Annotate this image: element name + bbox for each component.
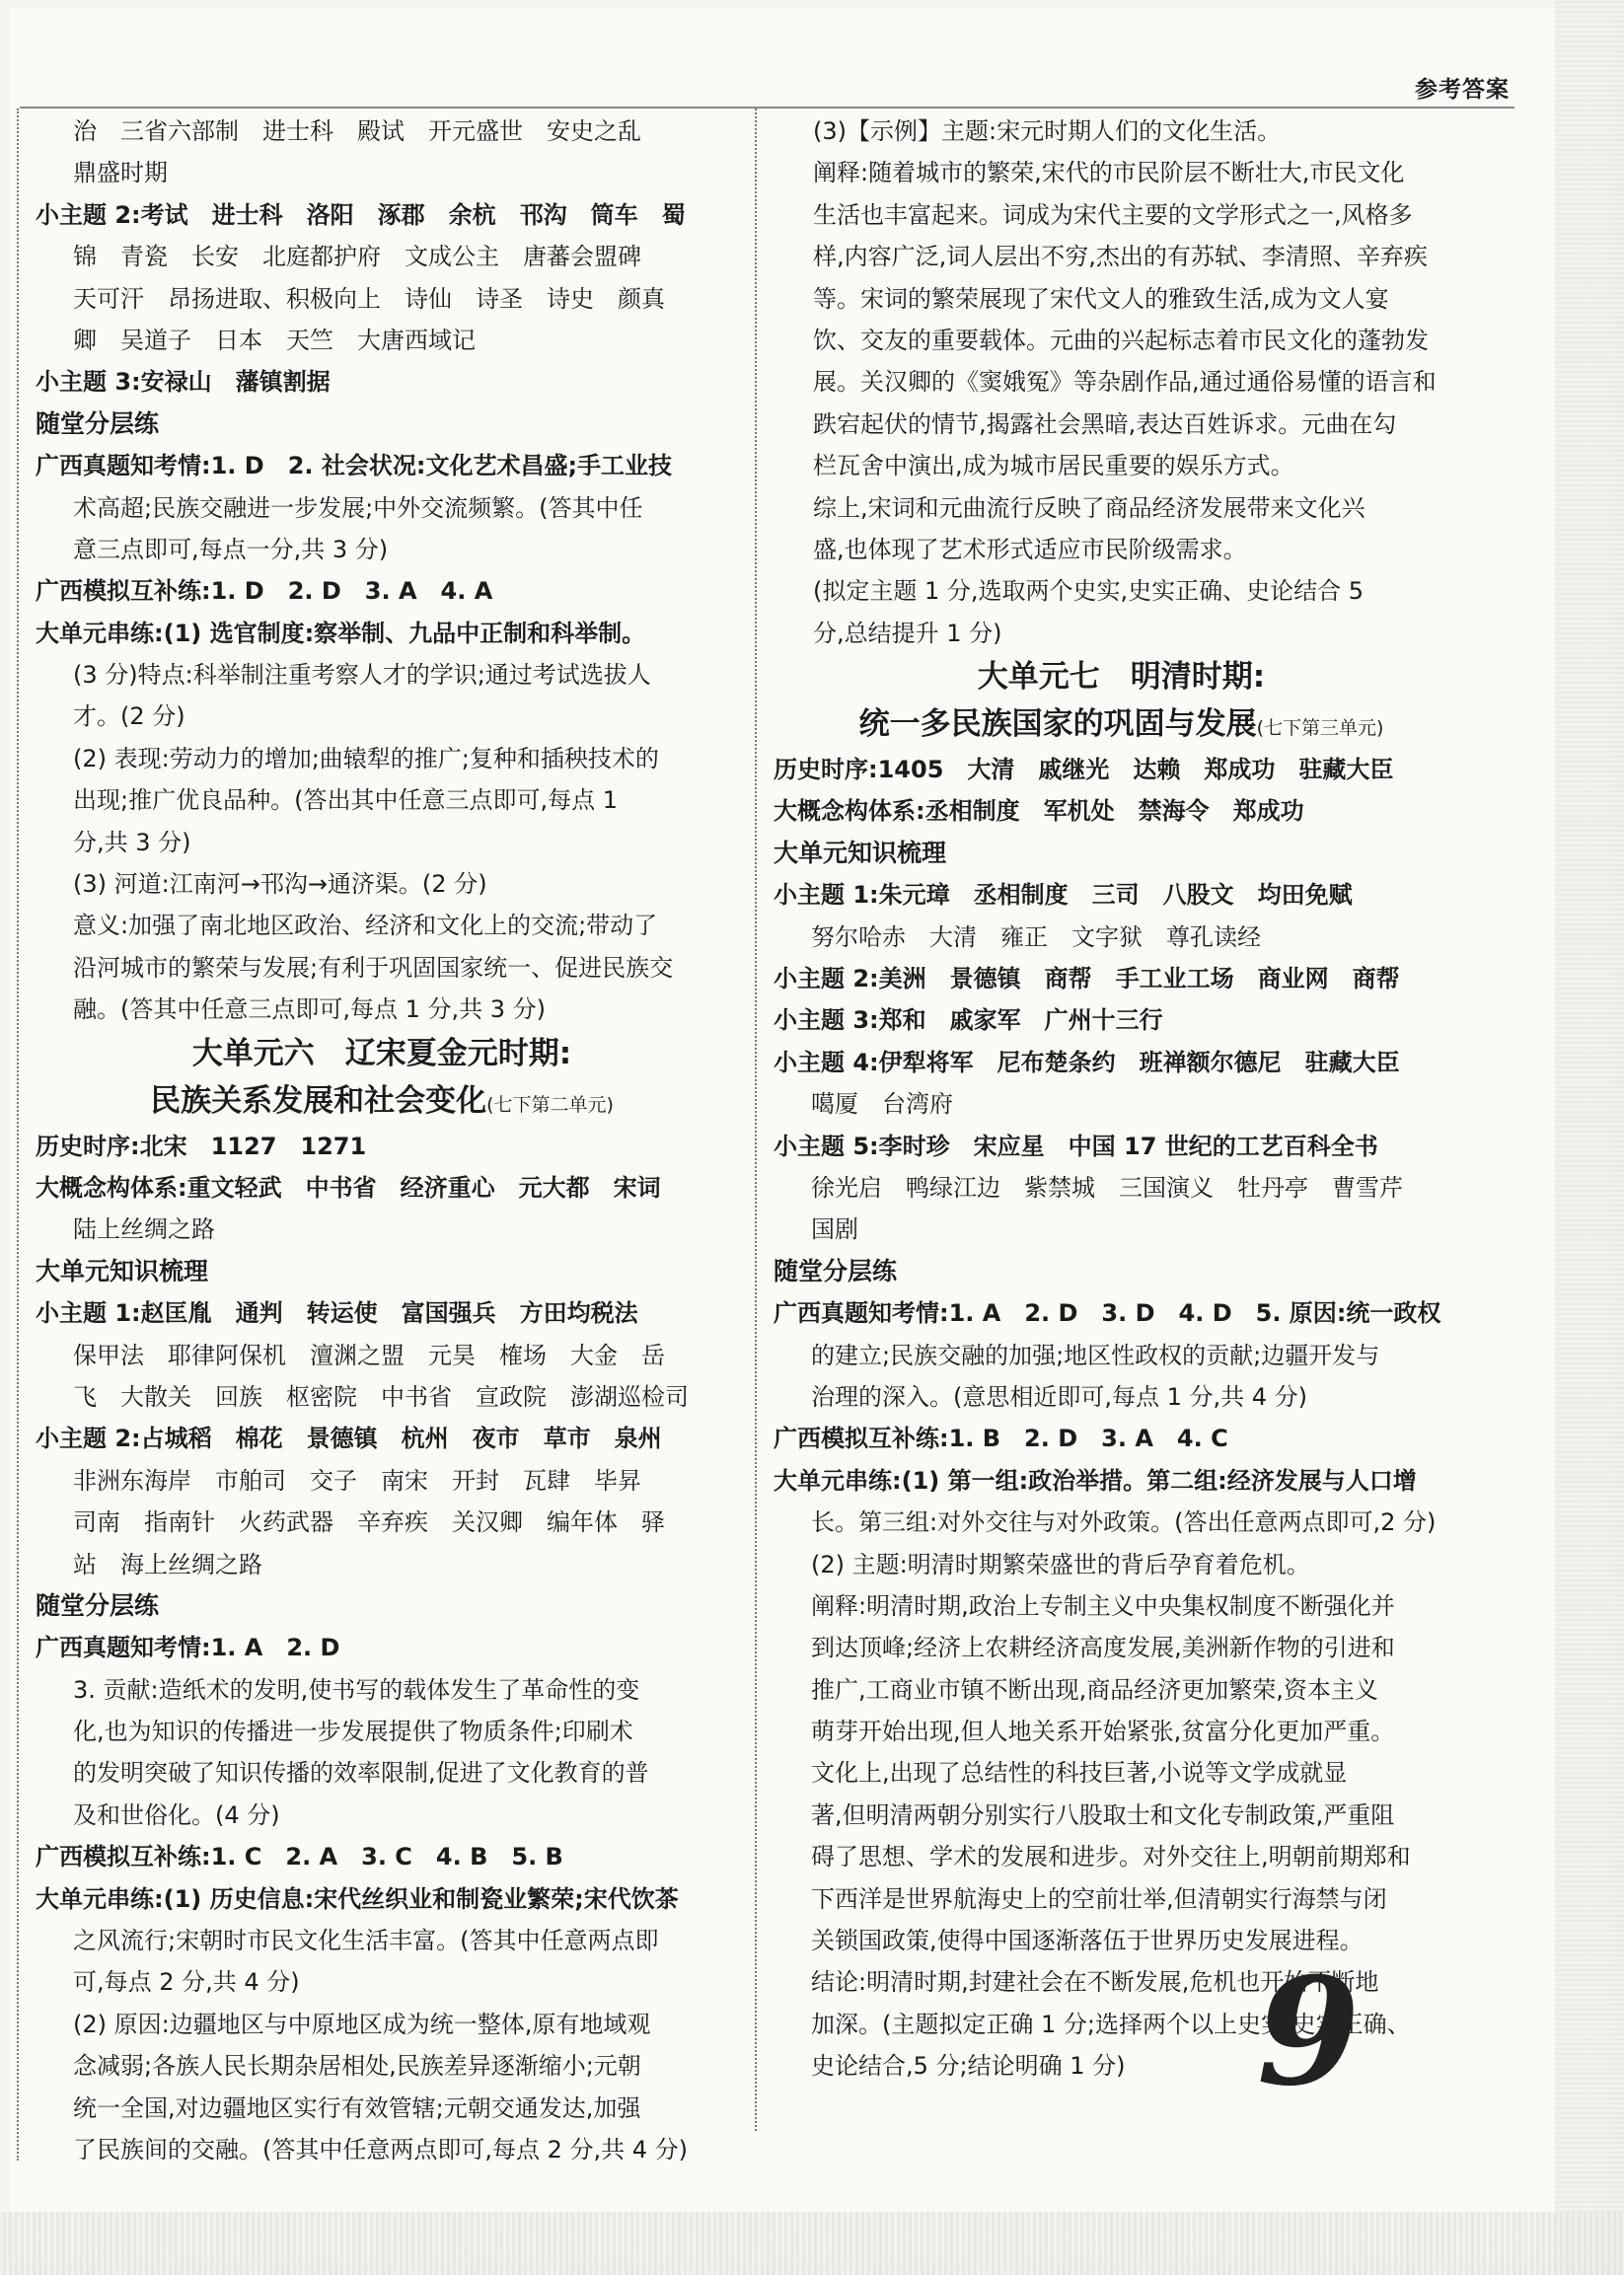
text-line: 小主题 2:考试 进士科 洛阳 涿郡 余杭 邗沟 筒车 蜀	[36, 200, 686, 229]
section-heading: 大单元知识梳理	[36, 1256, 209, 1285]
text-line: 沿河城市的繁荣与发展;有利于巩固国家统一、促进民族交	[73, 953, 674, 982]
text-line: 大单元串练:(1) 第一组:政治举措。第二组:经济发展与人口增	[774, 1466, 1417, 1495]
unit-six-note: (七下第二单元)	[486, 1093, 614, 1116]
text-line: 念减弱;各族人民长期杂居相处,民族差异逐渐缩小;元朝	[73, 2052, 641, 2081]
text-line: 长。第三组:对外交往与对外政策。(答出任意两点即可,2 分)	[811, 1508, 1437, 1537]
text-line: 展。关汉卿的《窦娥冤》等杂剧作品,通过通俗易懂的语言和	[813, 368, 1437, 397]
text-line: 卿 吴道子 日本 天竺 大唐西域记	[73, 326, 476, 354]
column-divider	[755, 109, 757, 2131]
text-line: 努尔哈赤 大清 雍正 文字狱 尊孔读经	[811, 922, 1261, 951]
text-line: 3. 贡献:造纸术的发明,使书写的载体发生了革命性的变	[73, 1675, 640, 1704]
text-line: 饮、交友的重要载体。元曲的兴起标志着市民文化的蓬勃发	[813, 326, 1429, 354]
text-line: 飞 大散关 回族 枢密院 中书省 宣政院 澎湖巡检司	[73, 1382, 689, 1411]
text-line: 可,每点 2 分,共 4 分)	[73, 1968, 300, 1997]
section-heading: 随堂分层练	[774, 1256, 898, 1285]
text-line: 下西洋是世界航海史上的空前壮举,但清朝实行海禁与闭	[811, 1884, 1387, 1913]
text-line: 天可汗 昂扬进取、积极向上 诗仙 诗圣 诗史 颜真	[73, 284, 665, 313]
text-line: 广西真题知考情:1. A 2. D	[36, 1634, 340, 1662]
text-line: 碍了思想、学术的发展和进步。对外交往上,明朝前期郑和	[811, 1843, 1411, 1871]
unit-six-subtitle-text: 民族关系发展和社会变化	[150, 1082, 487, 1119]
text-line: 栏瓦舍中演出,成为城市居民重要的娱乐方式。	[813, 452, 1294, 480]
text-line: 结论:明清时期,封建社会在不断发展,危机也开始不断地	[811, 1968, 1379, 1997]
text-line: 阐释:明清时期,政治上专制主义中央集权制度不断强化并	[811, 1591, 1395, 1620]
text-line: 术高超;民族交融进一步发展;中外交流频繁。(答其中任	[73, 493, 643, 522]
text-line: 文化上,出现了总结性的科技巨著,小说等文学成就显	[811, 1759, 1348, 1788]
text-line: 跌宕起伏的情节,揭露社会黑暗,表达百姓诉求。元曲在勾	[813, 409, 1397, 438]
text-line: 小主题 2:占城稻 棉花 景德镇 杭州 夜市 草市 泉州	[36, 1425, 662, 1453]
text-line: 融。(答其中任意三点即可,每点 1 分,共 3 分)	[73, 995, 547, 1024]
unit-six-subtitle	[36, 1076, 728, 1126]
text-line: 广西模拟互补练:1. C 2. A 3. C 4. B 5. B	[36, 1843, 563, 1871]
text-line: 及和世俗化。(4 分)	[73, 1800, 280, 1829]
text-line: 到达顶峰;经济上农耕经济高度发展,美洲新作物的引进和	[811, 1634, 1395, 1662]
text-line: 小主题 3:郑和 戚家军 广州十三行	[774, 1006, 1163, 1035]
text-line: 大概念构体系:重文轻武 中书省 经济重心 元大都 宋词	[36, 1173, 661, 1202]
text-line: 生活也丰富起来。词成为宋代主要的文学形式之一,风格多	[813, 200, 1413, 229]
text-line: 广西真题知考情:1. A 2. D 3. D 4. D 5. 原因:统一政权	[774, 1299, 1441, 1328]
text-line: 锦 青瓷 长安 北庭都护府 文成公主 唐蕃会盟碑	[73, 243, 641, 271]
text-line: 统一全国,对边疆地区实行有效管辖;元朝交通发达,加强	[73, 2093, 641, 2122]
text-line: 小主题 1:赵匡胤 通判 转运使 富国强兵 方田均税法	[36, 1299, 638, 1328]
text-line: 才。(2 分)	[73, 702, 185, 731]
text-line: 样,内容广泛,词人层出不穷,杰出的有苏轼、李清照、辛弃疾	[813, 243, 1428, 271]
unit-seven-title: 大单元七 明清时期:	[977, 659, 1266, 696]
text-line: 关锁国政策,使得中国逐渐落伍于世界历史发展进程。	[811, 1927, 1364, 1955]
page-header: 参考答案	[1415, 77, 1510, 103]
text-line: 国剧	[811, 1215, 858, 1244]
text-line: (3 分)特点:科举制注重考察人才的学识;通过考试选拔人	[73, 661, 651, 690]
unit-seven-subtitle	[774, 699, 1469, 749]
text-line: (2) 表现:劳动力的增加;曲辕犁的推广;复种和插秧技术的	[73, 744, 659, 772]
text-line: 小主题 1:朱元璋 丞相制度 三司 八股文 均田免赋	[774, 881, 1353, 910]
text-line: 徐光启 鸭绿江边 紫禁城 三国演义 牡丹亭 曹雪芹	[811, 1173, 1403, 1202]
text-line: 加深。(主题拟定正确 1 分;选择两个以上史实,史实正确、	[811, 2010, 1411, 2038]
text-line: 等。宋词的繁荣展现了宋代文人的雅致生活,成为文人宴	[813, 284, 1389, 313]
text-line: 了民族间的交融。(答其中任意两点即可,每点 2 分,共 4 分)	[73, 2135, 689, 2164]
text-line: 广西模拟互补练:1. D 2. D 3. A 4. A	[36, 577, 493, 606]
text-line: 阐释:随着城市的繁荣,宋代的市民阶层不断壮大,市民文化	[813, 159, 1405, 187]
text-line: 司南 指南针 火药武器 辛弃疾 关汉卿 编年体 驿	[73, 1508, 665, 1537]
text-line: 广西真题知考情:1. D 2. 社会状况:文化艺术昌盛;手工业技	[36, 452, 673, 480]
text-line: 萌芽开始出现,但人地关系开始紧张,贫富分化更加严重。	[811, 1718, 1395, 1746]
text-line: 意义:加强了南北地区政治、经济和文化上的交流;带动了	[73, 912, 658, 940]
unit-six-title: 大单元六 辽宋夏金元时期:	[191, 1035, 572, 1071]
text-line: 保甲法 耶律阿保机 澶渊之盟 元昊 榷场 大金 岳	[73, 1341, 665, 1369]
text-line: 大单元串练:(1) 选官制度:察举制、九品中正制和科举制。	[36, 619, 646, 647]
page-edge-bottom	[0, 2212, 1624, 2275]
text-line: 站 海上丝绸之路	[73, 1550, 262, 1578]
left-margin-line	[17, 109, 19, 2161]
text-line: 的发明突破了知识传播的效率限制,促进了文化教育的普	[73, 1759, 649, 1788]
text-line: (2) 主题:明清时期繁荣盛世的背后孕育着危机。	[811, 1550, 1310, 1578]
text-line: 分,总结提升 1 分)	[813, 619, 1002, 647]
text-line: 小主题 4:伊犁将军 尼布楚条约 班禅额尔德尼 驻藏大臣	[774, 1048, 1400, 1076]
section-heading: 随堂分层练	[36, 1590, 160, 1620]
text-line: (2) 原因:边疆地区与中原地区成为统一整体,原有地域观	[73, 2010, 651, 2038]
text-line: 小主题 2:美洲 景德镇 商帮 手工业工场 商业网 商帮	[774, 965, 1400, 993]
right-column	[774, 110, 1469, 2088]
header-rule	[20, 107, 1514, 109]
text-line: (3) 河道:江南河→邗沟→通济渠。(2 分)	[73, 870, 487, 899]
text-line: 历史时序:1405 大清 戚继光 达赖 郑成功 驻藏大臣	[774, 756, 1394, 784]
page-edge-right	[1555, 0, 1624, 2275]
text-line: 综上,宋词和元曲流行反映了商品经济发展带来文化兴	[813, 493, 1366, 522]
text-line: (拟定主题 1 分,选取两个史实,史实正确、史论结合 5	[813, 577, 1365, 606]
text-line: 史论结合,5 分;结论明确 1 分)	[811, 2052, 1126, 2081]
text-line: 小主题 3:安禄山 藩镇割据	[36, 368, 331, 397]
section-heading: 大单元知识梳理	[774, 838, 947, 867]
text-line: 著,但明清两朝分别实行八股取士和文化专制政策,严重阻	[811, 1800, 1395, 1829]
text-line: 大概念构体系:丞相制度 军机处 禁海令 郑成功	[774, 797, 1304, 826]
text-line: 广西模拟互补练:1. B 2. D 3. A 4. C	[774, 1425, 1228, 1453]
section-heading: 随堂分层练	[36, 408, 160, 438]
text-line: 盛,也体现了艺术形式适应市民阶级需求。	[813, 535, 1247, 563]
text-line: 意三点即可,每点一分,共 3 分)	[73, 535, 389, 563]
text-line: 治理的深入。(意思相近即可,每点 1 分,共 4 分)	[811, 1382, 1308, 1411]
text-line: 小主题 5:李时珍 宋应星 中国 17 世纪的工艺百科全书	[774, 1132, 1378, 1160]
text-line: 非洲东海岸 市舶司 交子 南宋 开封 瓦肆 毕昇	[73, 1466, 641, 1495]
text-line: 治 三省六部制 进士科 殿试 开元盛世 安史之乱	[73, 117, 641, 145]
text-line: 推广,工商业市镇不断出现,商品经济更加繁荣,资本主义	[811, 1675, 1378, 1704]
text-line: 历史时序:北宋 1127 1271	[36, 1132, 367, 1160]
page-number: 9	[1257, 1945, 1361, 2119]
left-column	[36, 110, 728, 2170]
unit-seven-note: (七下第三单元)	[1256, 717, 1384, 740]
text-line: 大单元串练:(1) 历史信息:宋代丝织业和制瓷业繁荣;宋代饮茶	[36, 1884, 679, 1913]
text-line: 噶厦 台湾府	[811, 1090, 953, 1119]
text-line: 的建立;民族交融的加强;地区性政权的贡献;边疆开发与	[811, 1341, 1380, 1369]
text-line: 化,也为知识的传播进一步发展提供了物质条件;印刷术	[73, 1718, 633, 1746]
text-line: 分,共 3 分)	[73, 828, 191, 856]
text-line: 陆上丝绸之路	[73, 1215, 215, 1244]
unit-seven-subtitle-text: 统一多民族国家的巩固与发展	[858, 706, 1257, 743]
text-line: 鼎盛时期	[73, 159, 168, 187]
text-line: 之风流行;宋朝时市民文化生活丰富。(答其中任意两点即	[73, 1927, 659, 1955]
text-line: (3)【示例】主题:宋元时期人们的文化生活。	[813, 117, 1282, 145]
text-line: 出现;推广优良品种。(答出其中任意三点即可,每点 1	[73, 786, 618, 815]
